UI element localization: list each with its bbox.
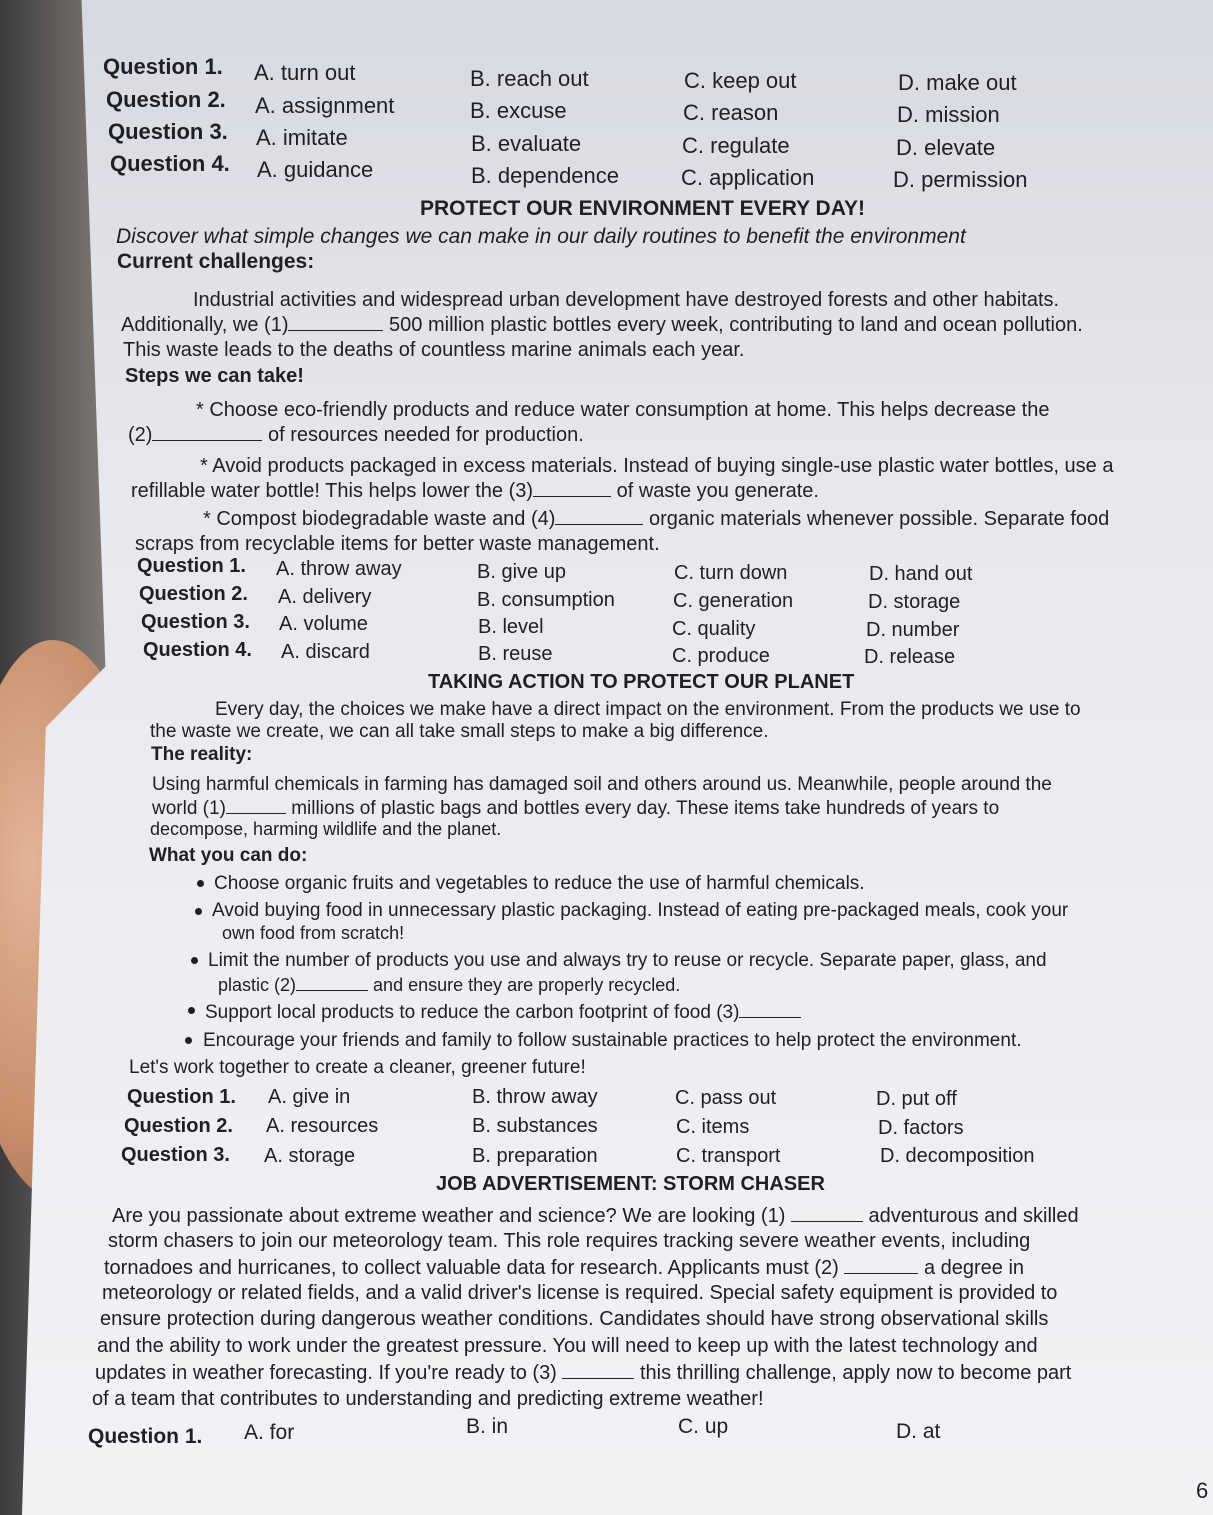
paragraph-line <box>95 1360 1071 1385</box>
blank-3 <box>739 999 801 1018</box>
option-c: C. turn down <box>674 562 788 584</box>
paragraph-line: decompose, harming wildlife and the planet. <box>150 819 502 839</box>
option-a: A. for <box>244 1421 295 1444</box>
heading-current-challenges: Current challenges: <box>117 250 315 273</box>
option-b: B. level <box>478 616 544 638</box>
bullet-text <box>218 972 680 997</box>
bullet-text: own food from scratch! <box>222 923 405 943</box>
paragraph-line: storm chasers to join our meteorology team. This role requires tracking severe weather events, including <box>108 1230 1031 1252</box>
option-c: C. pass out <box>675 1087 777 1109</box>
option-a: A. turn out <box>254 60 356 85</box>
option-c: C. up <box>678 1415 729 1438</box>
text: of waste you generate. <box>616 480 819 502</box>
text: millions of plastic bags and bottles every day. These items take hundreds of years to <box>291 798 1000 819</box>
option-a: A. resources <box>266 1115 379 1137</box>
option-b: B. excuse <box>470 98 567 123</box>
question-label: Question 2. <box>139 583 248 605</box>
option-a: A. discard <box>281 641 370 663</box>
section-subtitle: Discover what simple changes we can make in our daily routines to benefit the environment <box>116 225 966 248</box>
text: organic materials whenever possible. Separate food <box>649 508 1110 530</box>
option-a: A. delivery <box>278 586 372 608</box>
bullet-text: Encourage your friends and family to follow sustainable practices to help protect the environment. <box>203 1030 1022 1051</box>
blank-3 <box>533 478 611 497</box>
option-b: B. substances <box>472 1115 598 1137</box>
paragraph-line: Industrial activities and widespread urban development have destroyed forests and other habitats. <box>193 289 1060 311</box>
blank-3 <box>562 1360 634 1379</box>
question-label: Question 1. <box>88 1425 203 1448</box>
question-label: Question 4. <box>143 639 252 661</box>
bullet-text: Avoid buying food in unnecessary plastic packaging. Instead of eating pre-packaged meals, cook your <box>212 900 1069 921</box>
bullet <box>197 880 204 887</box>
question-label: Question 3. <box>108 119 228 144</box>
option-b: B. give up <box>477 561 566 583</box>
section-title: TAKING ACTION TO PROTECT OUR PLANET <box>428 671 855 693</box>
heading-what-you-can-do: What you can do: <box>149 845 308 866</box>
option-c: C. produce <box>672 645 770 667</box>
question-label: Question 4. <box>110 151 230 176</box>
text: Are you passionate about extreme weather and science? We are looking (1) <box>112 1205 786 1227</box>
question-label: Question 3. <box>121 1144 230 1166</box>
text: world (1) <box>152 798 226 819</box>
option-a: A. assignment <box>255 93 395 118</box>
bullet <box>185 1037 192 1044</box>
bullet <box>191 957 198 964</box>
text: updates in weather forecasting. If you're ready to (3) <box>95 1362 557 1384</box>
bullet-text: Limit the number of products you use and always try to reuse or recycle. Separate paper, glass, and <box>208 950 1047 971</box>
question-label: Question 1. <box>103 54 223 79</box>
blank-1 <box>791 1203 863 1222</box>
blank-2 <box>296 972 368 991</box>
question-label: Question 3. <box>141 611 250 633</box>
text: a degree in <box>923 1257 1025 1279</box>
text: (2) <box>128 424 153 446</box>
paragraph-line <box>131 478 819 503</box>
text: tornadoes and hurricanes, to collect valuable data for research. Applicants must (2) <box>104 1257 839 1279</box>
paragraph-line: meteorology or related fields, and a valid driver's license is required. Special safety equipment is provided to <box>102 1282 1058 1304</box>
option-a: A. throw away <box>276 558 402 580</box>
paragraph-line <box>112 1203 1079 1228</box>
option-a: A. give in <box>268 1086 351 1108</box>
heading-reality: The reality: <box>151 744 253 765</box>
text: of resources needed for production. <box>268 424 584 446</box>
option-d: D. decomposition <box>880 1145 1035 1167</box>
option-a: A. imitate <box>256 125 348 150</box>
blank-4 <box>555 506 643 525</box>
option-d: D. number <box>866 619 960 641</box>
paragraph-line: This waste leads to the deaths of countless marine animals each year. <box>123 339 745 361</box>
option-b: B. dependence <box>471 163 620 188</box>
option-b: B. consumption <box>477 589 615 611</box>
option-b: B. throw away <box>472 1086 598 1108</box>
paragraph-line <box>128 422 584 447</box>
text: and ensure they are properly recycled. <box>373 975 681 995</box>
option-b: B. preparation <box>472 1145 598 1167</box>
bullet <box>188 1007 195 1014</box>
paragraph-line: * Avoid products packaged in excess materials. Instead of buying single-use plastic water bottles, use a <box>200 455 1114 477</box>
option-d: D. make out <box>898 70 1017 95</box>
option-c: C. keep out <box>684 68 797 93</box>
blank-2 <box>844 1255 918 1274</box>
option-c: C. quality <box>672 618 756 640</box>
option-d: D. hand out <box>869 563 973 585</box>
paragraph-line: and the ability to work under the greatest pressure. You will need to keep up with the latest technology and <box>97 1335 1038 1357</box>
option-c: C. application <box>681 165 815 190</box>
question-label: Question 1. <box>137 555 246 577</box>
option-d: D. mission <box>897 102 1000 127</box>
option-c: C. regulate <box>682 133 790 158</box>
text: this thrilling challenge, apply now to become part <box>639 1362 1072 1384</box>
paragraph-line: scraps from recyclable items for better waste management. <box>135 533 660 555</box>
option-a: A. volume <box>279 613 368 635</box>
blank-1 <box>288 312 383 331</box>
heading-steps: Steps we can take! <box>125 365 304 387</box>
paragraph-line: ensure protection during dangerous weather conditions. Candidates should have strong observational skills <box>100 1308 1049 1330</box>
page-number: 6 <box>1196 1478 1209 1503</box>
question-label: Question 2. <box>106 87 226 112</box>
option-b: B. reuse <box>478 643 553 665</box>
paragraph-line: of a team that contributes to understanding and predicting extreme weather! <box>92 1388 764 1410</box>
text: Support local products to reduce the carbon footprint of food (3) <box>205 1002 740 1023</box>
question-label: Question 2. <box>124 1115 233 1137</box>
option-d: D. permission <box>893 167 1028 192</box>
option-d: D. storage <box>868 591 961 613</box>
paragraph-line <box>104 1255 1024 1280</box>
question-label: Question 1. <box>127 1086 236 1108</box>
text: plastic (2) <box>218 975 297 995</box>
section-title: JOB ADVERTISEMENT: STORM CHASER <box>436 1173 825 1195</box>
option-b: B. reach out <box>470 66 589 91</box>
paragraph-line: Every day, the choices we make have a direct impact on the environment. From the products we use to <box>215 699 1081 720</box>
closing-line: Let's work together to create a cleaner, greener future! <box>129 1057 586 1078</box>
bullet <box>195 908 202 915</box>
text: 500 million plastic bottles every week, contributing to land and ocean pollution. <box>389 314 1083 336</box>
text: refillable water bottle! This helps lower the (3) <box>131 480 534 502</box>
option-a: A. storage <box>264 1145 356 1167</box>
option-d: D. elevate <box>896 135 996 160</box>
section-title: PROTECT OUR ENVIRONMENT EVERY DAY! <box>420 197 865 220</box>
paragraph-line: Using harmful chemicals in farming has damaged soil and others around us. Meanwhile, people around the <box>152 774 1052 795</box>
text: * Compost biodegradable waste and (4) <box>203 508 556 530</box>
option-d: D. at <box>896 1420 941 1443</box>
option-d: D. factors <box>878 1117 964 1139</box>
option-c: C. transport <box>676 1145 781 1167</box>
option-d: D. put off <box>876 1088 957 1110</box>
bullet-text <box>205 999 801 1025</box>
option-d: D. release <box>864 646 956 668</box>
option-a: A. guidance <box>257 157 374 182</box>
option-b: B. in <box>466 1415 509 1438</box>
blank-1 <box>226 795 286 814</box>
blank-2 <box>152 422 262 441</box>
text: adventurous and skilled <box>868 1205 1079 1227</box>
paragraph-line <box>203 506 1109 531</box>
paragraph-line <box>121 312 1083 337</box>
option-c: C. generation <box>673 590 794 612</box>
option-b: B. evaluate <box>471 131 582 156</box>
text: Additionally, we (1) <box>121 314 289 336</box>
paragraph-line: * Choose eco-friendly products and reduce water consumption at home. This helps decrease the <box>196 399 1050 421</box>
bullet-text: Choose organic fruits and vegetables to reduce the use of harmful chemicals. <box>214 873 865 894</box>
paragraph-line: the waste we create, we can all take small steps to make a big difference. <box>150 721 769 742</box>
option-c: C. reason <box>683 100 779 125</box>
option-c: C. items <box>676 1116 750 1138</box>
